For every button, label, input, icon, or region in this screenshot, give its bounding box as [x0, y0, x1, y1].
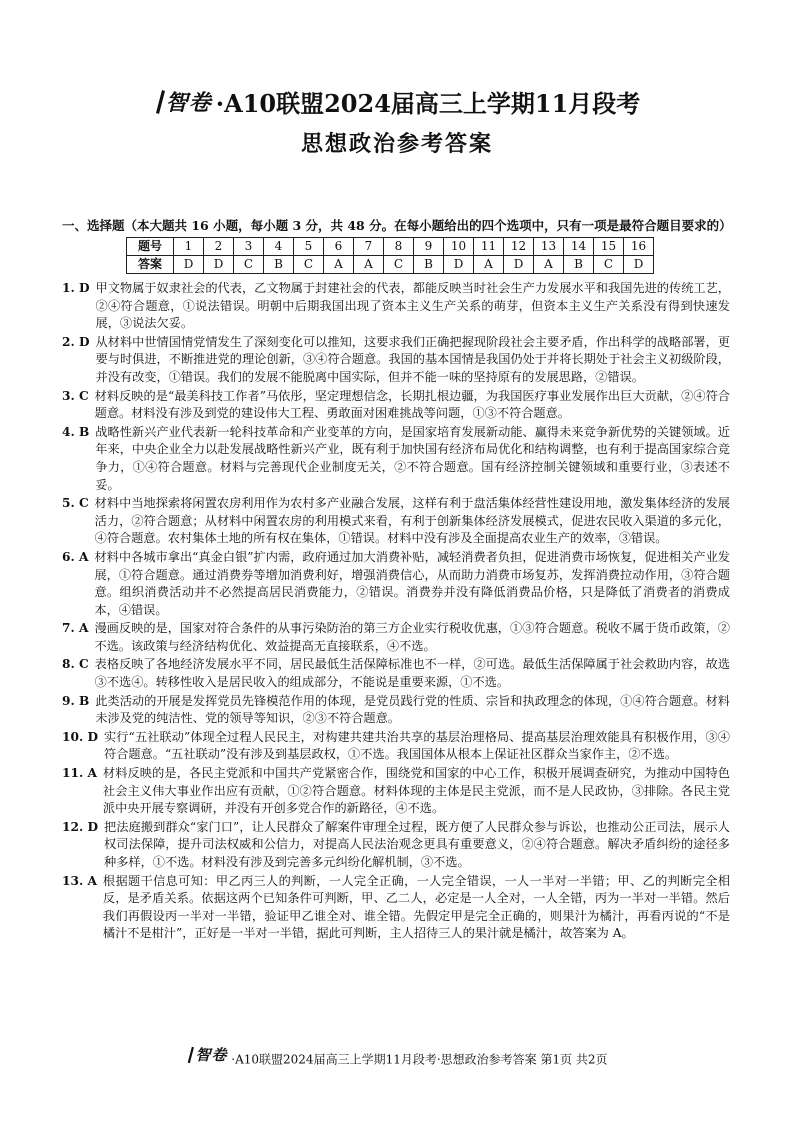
- explanation-text: 把法庭搬到群众“家门口”，让人民群众了解案件审理全过程，既方便了人民群众参与诉讼，也推动公正司法，展示人权司法保障，提升司法权威和公信力，对提高人民法治观念更具有重要意义，②④符合题意。解决矛盾纠纷的途径多种多样，①不选。材料没有涉及到完善多元纠纷化解机制，③不选。: [104, 819, 730, 869]
- answer-cell: A: [534, 256, 564, 274]
- answer-cell: D: [504, 256, 534, 274]
- explanation-number: 12. D: [62, 819, 99, 834]
- explanation-number: 1. D: [62, 281, 90, 295]
- footer-text: ·A10联盟2024届高三上学期11月段考·思想政治参考答案 第1页 共2页: [231, 1052, 608, 1067]
- explanation-item: [62, 495, 730, 548]
- question-number: 13: [534, 238, 564, 256]
- explanation-item: [62, 280, 730, 333]
- question-number: 8: [384, 238, 414, 256]
- title-row: [0, 84, 794, 119]
- answer-cell: D: [204, 256, 234, 274]
- footer-brand-logo: [186, 1044, 227, 1065]
- footer-brand-text: 智卷: [195, 1046, 228, 1064]
- explanation-number: 11. A: [62, 766, 97, 781]
- explanation-number: 4. B: [62, 424, 90, 439]
- answer-cell: B: [414, 256, 444, 274]
- answer-table-number-row: [127, 238, 654, 256]
- answer-cell: C: [384, 256, 414, 274]
- explanation-text: 根据题干信息可知：甲乙丙三人的判断，一人完全正确，一人完全错误，一人一半对一半错；甲、乙的判断完全相反，是矛盾关系。依据这两个已知条件可判断，甲、乙二人，必定是一人全对，一人全错，丙为一半对一半错。然后我们再假设丙一半对一半错，验证甲乙谁全对、谁全错。先假定甲是完全正确的，则果汁为橘汁，再看丙说的“不是橘汁不是柑汁”，正好是一半对一半错，据此可判断，主人招待三人的果汁就是橘汁，故答案为 A。: [102, 873, 730, 941]
- page-title-text: A10联盟2024届高三上学期11月段考: [224, 89, 641, 118]
- explanation-number: 6. A: [62, 549, 89, 564]
- answer-table: [126, 237, 654, 274]
- explanation-text: 材料反映的是，各民主党派和中国共产党紧密合作，围绕党和国家的中心工作，积极开展调查研究，为推动中国特色社会主义伟大事业作出应有贡献，①②符合题意。材料体现的主体是民主党派，而不是人民政协，③排除。各民主党派中央开展专察调研，并没有开创多党合作的新路径，④不选。: [102, 766, 730, 816]
- answer-table-number-label: 题号: [127, 238, 174, 256]
- question-number: 15: [594, 238, 624, 256]
- explanation-item: [62, 388, 730, 423]
- answer-table-answer-label: 答案: [127, 256, 174, 274]
- brand-logo: [154, 86, 212, 117]
- explanation-item: [62, 424, 730, 494]
- explanation-item: [62, 873, 730, 943]
- answer-explanations: [62, 280, 730, 943]
- page-subtitle: 思想政治参考答案: [300, 131, 493, 157]
- explanation-number: 8. C: [62, 657, 89, 672]
- explanation-text: 材料中各城市拿出“真金白银”扩内需，政府通过加大消费补贴，减轻消费者负担，促进消费市场恢复，促进相关产业发展，①符合题意。通过消费券等增加消费利好，增强消费信心，从而助力消费市场复苏，发挥消费拉动作用，③符合题意。组织消费活动并不必然提高居民消费能力，②错误。消费券并没有降低消费品价格，只是降低了消费者的消费成本，④错误。: [94, 549, 730, 617]
- question-number: 10: [444, 238, 474, 256]
- section-title: 一、选择题（本大题共 16 小题，每小题 3 分，共 48 分。在每小题给出的四个选项中，只有一项是最符合题目要求的）: [62, 218, 732, 233]
- explanation-item: [62, 656, 730, 691]
- question-number: 2: [204, 238, 234, 256]
- explanation-text: 战略性新兴产业代表新一轮科技革命和产业变革的方向，是国家培育发展新动能、赢得未来竞争新优势的关键领域。近年来，中央企业全力以赴发展战略性新兴产业，既有利于加快国有经济布局优化和结构调整，也有利于提高国家综合竞争力，①④符合题意。材料与完善现代企业制度无关，②不符合题意。国有经济控制关键领域和重要行业，③表述不妥。: [95, 424, 730, 492]
- answer-cell: C: [234, 256, 264, 274]
- explanation-number: 9. B: [62, 693, 90, 708]
- answer-cell: D: [624, 256, 654, 274]
- content: [62, 218, 730, 944]
- question-number: 3: [234, 238, 264, 256]
- explanation-item: [62, 693, 730, 728]
- question-number: 7: [354, 238, 384, 256]
- question-number: 5: [294, 238, 324, 256]
- page-footer: [0, 1044, 794, 1068]
- explanation-item: [62, 729, 730, 764]
- question-number: 16: [624, 238, 654, 256]
- answer-cell: A: [474, 256, 504, 274]
- explanation-item: [62, 819, 730, 872]
- question-number: 1: [174, 238, 204, 256]
- explanation-text: 甲文物属于奴隶社会的代表，乙文物属于封建社会的代表，都能反映当时社会生产力发展水平和我国先进的传统工艺，②④符合题意，①说法错误。明朝中后期我国出现了资本主义生产关系的萌芽，但资本主义生产关系没有得到快速发展，③说法欠妥。: [95, 281, 730, 331]
- page-title: ·A10联盟2024届高三上学期11月段考: [215, 89, 641, 118]
- question-number: 14: [564, 238, 594, 256]
- answer-cell: C: [294, 256, 324, 274]
- answer-table-answer-row: [127, 256, 654, 274]
- answer-cell: B: [564, 256, 594, 274]
- explanation-item: [62, 549, 730, 619]
- explanation-item: [62, 620, 730, 655]
- question-number: 12: [504, 238, 534, 256]
- explanation-number: 10. D: [62, 729, 99, 744]
- explanation-number: 5. C: [62, 496, 89, 511]
- question-number: 6: [324, 238, 354, 256]
- explanation-number: 7. A: [62, 621, 89, 636]
- answer-cell: A: [324, 256, 354, 274]
- explanation-text: 材料中当地探索将闲置农房利用作为农村多产业融合发展，这样有利于盘活集体经营性建设用地，激发集体经济的发展活力，②符合题意；从材料中闲置农房的利用模式来看，有利于创新集体经济发展模式，促进农民收入渠道的多元化，④符合题意。农村集体土地的所有权在集体，①错误。材料中没有涉及全面提高农业生产的效率，③错误。: [94, 496, 730, 546]
- answer-cell: D: [444, 256, 474, 274]
- answer-cell: B: [264, 256, 294, 274]
- page-header: [0, 84, 794, 158]
- explanation-text: 材料反映的是“最美科技工作者”马依彤，坚定理想信念，长期扎根边疆，为我国医疗事业发展作出巨大贡献，②④符合题意。材料没有涉及到党的建设伟大工程、勇敢面对困难挑战等问题，①③不符合题意。: [94, 388, 730, 421]
- explanation-text: 此类活动的开展是发挥党员先锋模范作用的体现，是党员践行党的性质、宗旨和执政理念的体现，①④符合题意。材料未涉及党的纯洁性、党的领导等知识，②③不符合题意。: [95, 693, 730, 726]
- explanation-text: 漫画反映的是，国家对符合条件的从事污染防治的第三方企业实行税收优惠，①③符合题意。税收不属于货币政策，②不选。该政策与经济结构优化、效益提高无直接联系，④不选。: [94, 621, 730, 653]
- explanation-text: 从材料中世情国情党情发生了深刻变化可以推知，这要求我们正确把握现阶段社会主要矛盾，作出科学的战略部署，更要与时俱进，不断推进党的理论创新，③④符合题意。我国的基本国情是我国仍处于并将长期处于社会主义初级阶段，并没有改变，①错误。我们的发展不能脱离中国实际，但并不能一味的坚持原有的发展思路，②错误。: [95, 334, 730, 384]
- footer-brush-icon: [186, 1046, 195, 1064]
- answer-cell: D: [174, 256, 204, 274]
- explanation-number: 3. C: [62, 388, 89, 403]
- explanation-item: [62, 765, 730, 818]
- explanation-text: 实行“五社联动”体现全过程人民民主，对构建共建共治共享的基层治理格局、提高基层治理效能具有积极作用，③④符合题意。“五社联动”没有涉及到基层政权，①不选。我国国体从根本上保证社区群众当家作主，②不选。: [104, 729, 730, 762]
- brand-logo-text: 智卷: [165, 90, 212, 116]
- question-number: 4: [264, 238, 294, 256]
- explanation-number: 13. A: [62, 873, 97, 888]
- explanation-item: [62, 334, 730, 387]
- answer-cell: A: [354, 256, 384, 274]
- question-number: 9: [414, 238, 444, 256]
- answer-cell: C: [594, 256, 624, 274]
- explanation-number: 2. D: [62, 334, 90, 349]
- explanation-text: 表格反映了各地经济发展水平不同，居民最低生活保障标准也不一样，②可选。最低生活保障属于社会救助内容，故选③不选④。转移性收入是居民收入的组成部分，不能说是重要来源，①不选。: [94, 657, 730, 690]
- question-number: 11: [474, 238, 504, 256]
- brand-brush-icon: [154, 89, 166, 115]
